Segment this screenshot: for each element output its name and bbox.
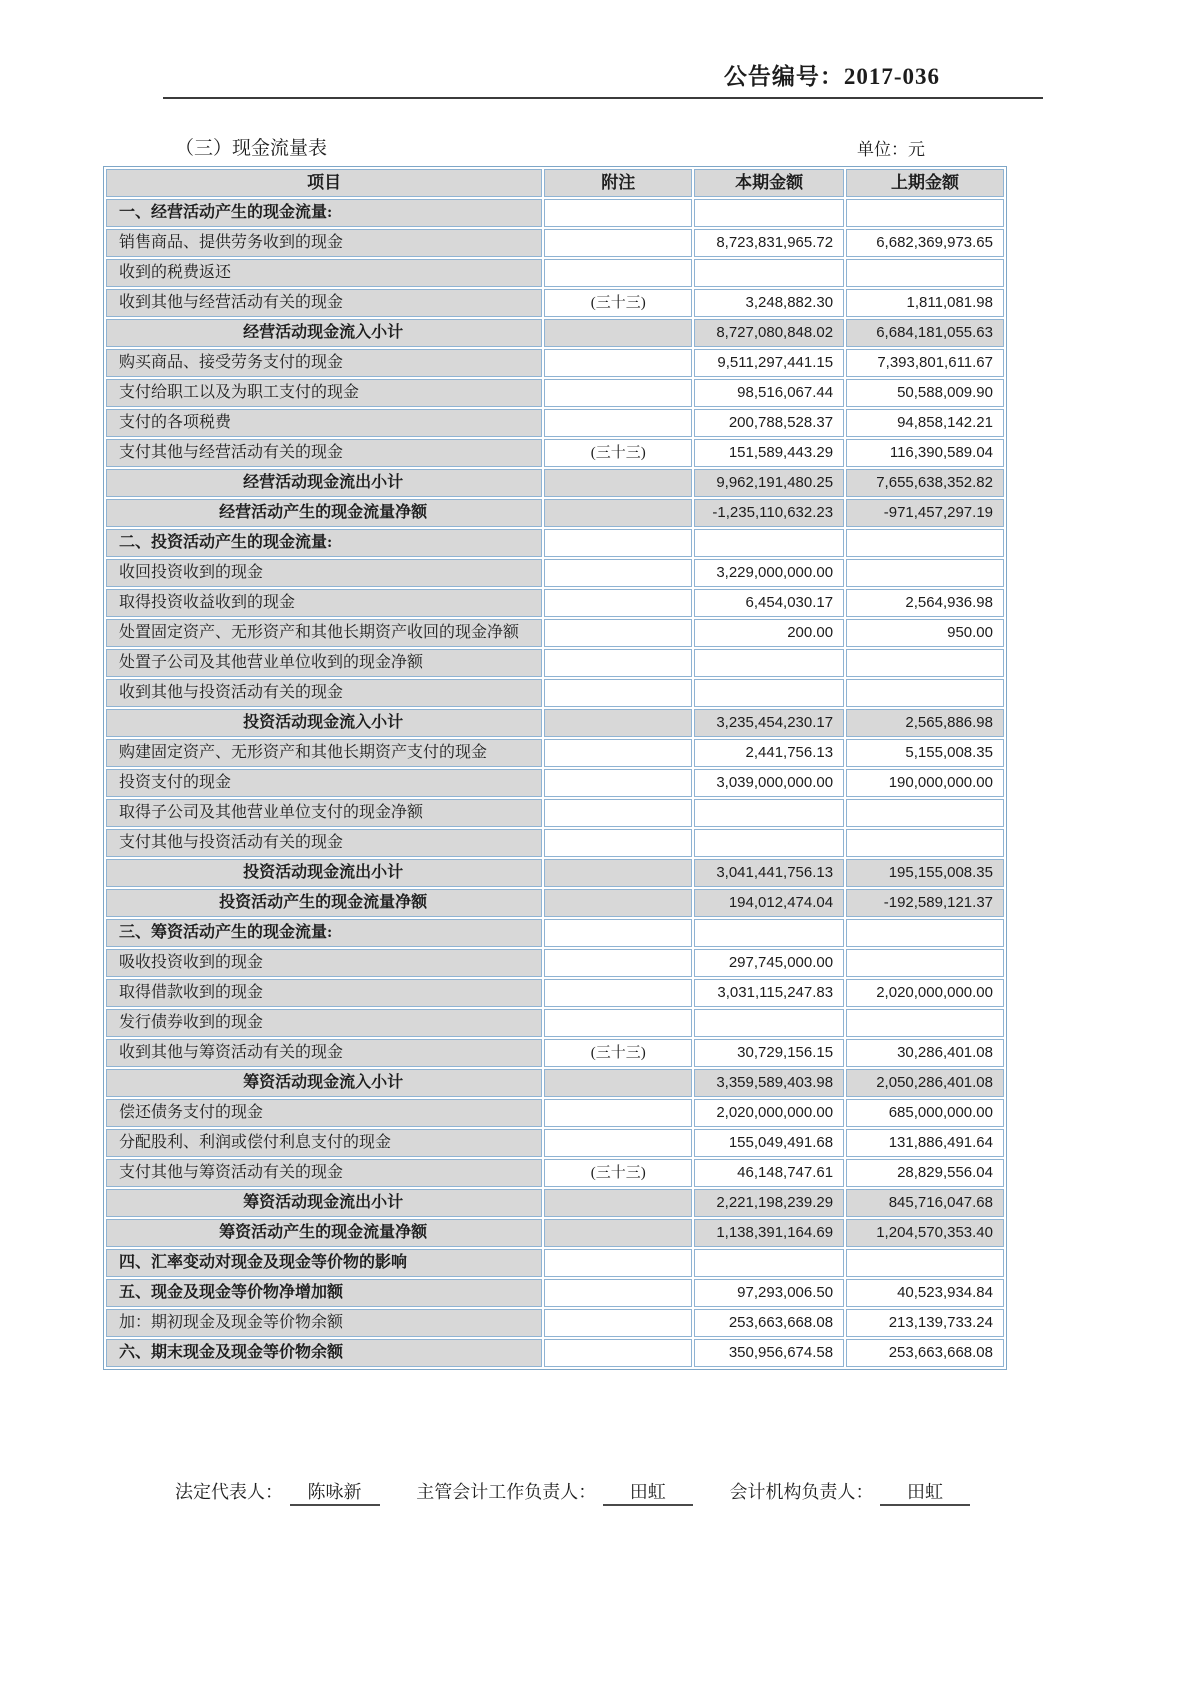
cell-prior-amount: -192,589,121.37: [846, 889, 1004, 917]
legal-representative-label: 法定代表人：: [175, 1482, 283, 1502]
cell-prior-amount: 2,564,936.98: [846, 589, 1004, 617]
cell-current-amount: 30,729,156.15: [694, 1039, 844, 1067]
header-rule: [163, 97, 1043, 99]
cell-current-amount: 98,516,067.44: [694, 379, 844, 407]
cell-note-ref: [544, 829, 692, 857]
cell-prior-amount: -971,457,297.19: [846, 499, 1004, 527]
table-row: [106, 1159, 1004, 1187]
table-row: [106, 799, 1004, 827]
cell-current-amount: 200.00: [694, 619, 844, 647]
cell-item-label: 处置子公司及其他营业单位收到的现金净额: [106, 649, 542, 677]
cell-prior-amount: 28,829,556.04: [846, 1159, 1004, 1187]
table-header: [106, 169, 1004, 197]
cell-current-amount: [694, 529, 844, 557]
cell-prior-amount: 7,393,801,611.67: [846, 349, 1004, 377]
cell-current-amount: 3,039,000,000.00: [694, 769, 844, 797]
cell-prior-amount: [846, 529, 1004, 557]
table-row: [106, 1009, 1004, 1037]
cell-current-amount: 194,012,474.04: [694, 889, 844, 917]
cell-item-label: 支付的各项税费: [106, 409, 542, 437]
cell-item-label: 收回投资收到的现金: [106, 559, 542, 587]
cell-current-amount: 3,041,441,756.13: [694, 859, 844, 887]
cell-note-ref: [544, 1219, 692, 1247]
table-row: [106, 1219, 1004, 1247]
cell-current-amount: [694, 799, 844, 827]
cell-item-label: 经营活动产生的现金流量净额: [106, 499, 542, 527]
column-header-prior-amount: 上期金额: [846, 169, 1004, 197]
cell-item-label: 四、汇率变动对现金及现金等价物的影响: [106, 1249, 542, 1277]
cell-item-label: 收到的税费返还: [106, 259, 542, 287]
table-row: [106, 1039, 1004, 1067]
table-row: [106, 679, 1004, 707]
table-row: [106, 379, 1004, 407]
table-row: [106, 919, 1004, 947]
cell-note-ref: [544, 949, 692, 977]
cell-prior-amount: 195,155,008.35: [846, 859, 1004, 887]
cell-item-label: 投资活动现金流出小计: [106, 859, 542, 887]
cell-item-label: 偿还债务支付的现金: [106, 1099, 542, 1127]
table-row: [106, 1069, 1004, 1097]
cell-prior-amount: 950.00: [846, 619, 1004, 647]
cell-item-label: 投资支付的现金: [106, 769, 542, 797]
chief-accountant: [416, 1478, 693, 1506]
cell-item-label: 五、现金及现金等价物净增加额: [106, 1279, 542, 1307]
cell-prior-amount: [846, 649, 1004, 677]
table-row: [106, 289, 1004, 317]
cell-prior-amount: 845,716,047.68: [846, 1189, 1004, 1217]
cell-prior-amount: 2,050,286,401.08: [846, 1069, 1004, 1097]
table-row: [106, 259, 1004, 287]
cell-prior-amount: 2,565,886.98: [846, 709, 1004, 737]
cell-prior-amount: 5,155,008.35: [846, 739, 1004, 767]
cell-prior-amount: [846, 799, 1004, 827]
cell-note-ref: [544, 229, 692, 257]
cell-item-label: 发行债券收到的现金: [106, 1009, 542, 1037]
cell-current-amount: 8,727,080,848.02: [694, 319, 844, 347]
cell-note-ref: [544, 529, 692, 557]
table-row: [106, 979, 1004, 1007]
cell-note-ref: [544, 769, 692, 797]
table-row: [106, 199, 1004, 227]
table-row: [106, 949, 1004, 977]
cell-prior-amount: [846, 1009, 1004, 1037]
cell-item-label: 吸收投资收到的现金: [106, 949, 542, 977]
cell-current-amount: [694, 919, 844, 947]
cell-note-ref: [544, 1309, 692, 1337]
cell-current-amount: 97,293,006.50: [694, 1279, 844, 1307]
cell-current-amount: 297,745,000.00: [694, 949, 844, 977]
legal-representative: [175, 1478, 380, 1506]
table-row: [106, 769, 1004, 797]
cell-note-ref: [544, 1069, 692, 1097]
table-row: [106, 709, 1004, 737]
cell-current-amount: 2,441,756.13: [694, 739, 844, 767]
cell-note-ref: [544, 559, 692, 587]
cell-current-amount: 9,511,297,441.15: [694, 349, 844, 377]
cell-item-label: 支付给职工以及为职工支付的现金: [106, 379, 542, 407]
cell-note-ref: [544, 739, 692, 767]
table-row: [106, 1339, 1004, 1367]
cell-prior-amount: 190,000,000.00: [846, 769, 1004, 797]
cell-note-ref: [544, 469, 692, 497]
cell-prior-amount: 213,139,733.24: [846, 1309, 1004, 1337]
table-header-row: [106, 169, 1004, 197]
cell-note-ref: [544, 1249, 692, 1277]
cell-current-amount: [694, 829, 844, 857]
cell-prior-amount: 685,000,000.00: [846, 1099, 1004, 1127]
cell-item-label: 支付其他与投资活动有关的现金: [106, 829, 542, 857]
cell-item-label: 筹资活动产生的现金流量净额: [106, 1219, 542, 1247]
cell-item-label: 收到其他与筹资活动有关的现金: [106, 1039, 542, 1067]
chief-accountant-label: 主管会计工作负责人：: [416, 1482, 597, 1502]
table-row: [106, 1189, 1004, 1217]
accounting-dept-head: [730, 1478, 971, 1506]
cell-current-amount: [694, 1009, 844, 1037]
cell-item-label: 取得投资收益收到的现金: [106, 589, 542, 617]
cell-prior-amount: [846, 259, 1004, 287]
announcement-number: 公告编号：2017-036: [723, 64, 940, 89]
cell-note-ref: [544, 979, 692, 1007]
cell-current-amount: [694, 199, 844, 227]
cell-current-amount: [694, 649, 844, 677]
cell-current-amount: 3,235,454,230.17: [694, 709, 844, 737]
table-row: [106, 1249, 1004, 1277]
cell-item-label: 六、期末现金及现金等价物余额: [106, 1339, 542, 1367]
cell-current-amount: [694, 1249, 844, 1277]
table-row: [106, 1129, 1004, 1157]
cell-current-amount: 3,229,000,000.00: [694, 559, 844, 587]
cell-current-amount: 2,020,000,000.00: [694, 1099, 844, 1127]
cell-prior-amount: 2,020,000,000.00: [846, 979, 1004, 1007]
table-row: [106, 889, 1004, 917]
table-row: [106, 529, 1004, 557]
cell-item-label: 收到其他与投资活动有关的现金: [106, 679, 542, 707]
cell-note-ref: [544, 349, 692, 377]
cell-note-ref: [544, 1339, 692, 1367]
cell-item-label: 取得子公司及其他营业单位支付的现金净额: [106, 799, 542, 827]
cell-item-label: 投资活动现金流入小计: [106, 709, 542, 737]
cell-item-label: 加：期初现金及现金等价物余额: [106, 1309, 542, 1337]
cell-prior-amount: [846, 949, 1004, 977]
cell-prior-amount: [846, 919, 1004, 947]
table-row: [106, 439, 1004, 467]
unit-label: 单位：元: [857, 140, 925, 159]
cell-current-amount: 155,049,491.68: [694, 1129, 844, 1157]
cell-item-label: 取得借款收到的现金: [106, 979, 542, 1007]
cell-note-ref: [544, 1189, 692, 1217]
cash-flow-table-body: [106, 199, 1004, 1367]
cell-note-ref: [544, 199, 692, 227]
cell-prior-amount: 6,682,369,973.65: [846, 229, 1004, 257]
title-row: [175, 133, 925, 160]
cell-note-ref: (三十三): [544, 1039, 692, 1067]
cell-note-ref: [544, 889, 692, 917]
cell-current-amount: 46,148,747.61: [694, 1159, 844, 1187]
column-header-note: 附注: [544, 169, 692, 197]
cell-current-amount: -1,235,110,632.23: [694, 499, 844, 527]
table-row: [106, 229, 1004, 257]
cell-note-ref: [544, 859, 692, 887]
cell-item-label: 筹资活动现金流出小计: [106, 1189, 542, 1217]
cell-note-ref: [544, 1279, 692, 1307]
cell-current-amount: 350,956,674.58: [694, 1339, 844, 1367]
cell-note-ref: [544, 409, 692, 437]
cell-current-amount: 253,663,668.08: [694, 1309, 844, 1337]
cell-current-amount: [694, 679, 844, 707]
cell-current-amount: 2,221,198,239.29: [694, 1189, 844, 1217]
cell-prior-amount: [846, 559, 1004, 587]
cell-note-ref: [544, 919, 692, 947]
cell-prior-amount: [846, 829, 1004, 857]
cell-prior-amount: [846, 679, 1004, 707]
cell-prior-amount: 6,684,181,055.63: [846, 319, 1004, 347]
legal-representative-name: 陈咏新: [290, 1478, 380, 1506]
cell-note-ref: [544, 679, 692, 707]
table-row: [106, 409, 1004, 437]
cell-item-label: 三、筹资活动产生的现金流量:: [106, 919, 542, 947]
cell-note-ref: [544, 649, 692, 677]
cell-current-amount: 3,248,882.30: [694, 289, 844, 317]
cell-note-ref: (三十三): [544, 289, 692, 317]
table-row: [106, 829, 1004, 857]
cell-item-label: 购买商品、接受劳务支付的现金: [106, 349, 542, 377]
cell-current-amount: 1,138,391,164.69: [694, 1219, 844, 1247]
cell-item-label: 购建固定资产、无形资产和其他长期资产支付的现金: [106, 739, 542, 767]
table-row: [106, 349, 1004, 377]
statement-title: （三）现金流量表: [175, 138, 328, 159]
cell-note-ref: [544, 589, 692, 617]
cell-prior-amount: [846, 1249, 1004, 1277]
cell-prior-amount: 30,286,401.08: [846, 1039, 1004, 1067]
cell-prior-amount: 94,858,142.21: [846, 409, 1004, 437]
table-row: [106, 589, 1004, 617]
cell-note-ref: [544, 379, 692, 407]
cell-note-ref: (三十三): [544, 1159, 692, 1187]
cell-prior-amount: 253,663,668.08: [846, 1339, 1004, 1367]
table-row: [106, 1279, 1004, 1307]
cell-prior-amount: 40,523,934.84: [846, 1279, 1004, 1307]
cell-prior-amount: 7,655,638,352.82: [846, 469, 1004, 497]
table-row: [106, 469, 1004, 497]
cell-current-amount: 200,788,528.37: [694, 409, 844, 437]
table-row: [106, 1099, 1004, 1127]
cell-item-label: 经营活动现金流出小计: [106, 469, 542, 497]
cell-item-label: 支付其他与经营活动有关的现金: [106, 439, 542, 467]
cell-item-label: 销售商品、提供劳务收到的现金: [106, 229, 542, 257]
cell-item-label: 收到其他与经营活动有关的现金: [106, 289, 542, 317]
chief-accountant-name: 田虹: [603, 1478, 693, 1506]
table-row: [106, 319, 1004, 347]
cell-current-amount: 3,359,589,403.98: [694, 1069, 844, 1097]
column-header-item: 项目: [106, 169, 542, 197]
cell-note-ref: [544, 1009, 692, 1037]
cash-flow-table: [103, 166, 1007, 1370]
cell-current-amount: 8,723,831,965.72: [694, 229, 844, 257]
cell-note-ref: [544, 1129, 692, 1157]
cell-item-label: 支付其他与筹资活动有关的现金: [106, 1159, 542, 1187]
cell-item-label: 筹资活动现金流入小计: [106, 1069, 542, 1097]
cell-current-amount: 151,589,443.29: [694, 439, 844, 467]
cell-note-ref: [544, 619, 692, 647]
table-row: [106, 739, 1004, 767]
accounting-dept-head-name: 田虹: [880, 1478, 970, 1506]
cell-item-label: 经营活动现金流入小计: [106, 319, 542, 347]
cell-current-amount: [694, 259, 844, 287]
cell-item-label: 投资活动产生的现金流量净额: [106, 889, 542, 917]
cell-note-ref: [544, 709, 692, 737]
table-row: [106, 649, 1004, 677]
table-row: [106, 859, 1004, 887]
cell-note-ref: [544, 799, 692, 827]
cell-prior-amount: 116,390,589.04: [846, 439, 1004, 467]
cell-note-ref: [544, 259, 692, 287]
accounting-dept-head-label: 会计机构负责人：: [729, 1482, 874, 1502]
cell-item-label: 处置固定资产、无形资产和其他长期资产收回的现金净额: [106, 619, 542, 647]
cell-note-ref: [544, 319, 692, 347]
signature-line: [175, 1478, 970, 1506]
table-row: [106, 619, 1004, 647]
cell-item-label: 二、投资活动产生的现金流量:: [106, 529, 542, 557]
cell-current-amount: 3,031,115,247.83: [694, 979, 844, 1007]
cell-prior-amount: 50,588,009.90: [846, 379, 1004, 407]
cell-prior-amount: 1,811,081.98: [846, 289, 1004, 317]
table-row: [106, 499, 1004, 527]
cell-prior-amount: 131,886,491.64: [846, 1129, 1004, 1157]
cell-prior-amount: [846, 199, 1004, 227]
cell-note-ref: [544, 1099, 692, 1127]
cell-item-label: 一、经营活动产生的现金流量:: [106, 199, 542, 227]
cell-current-amount: 9,962,191,480.25: [694, 469, 844, 497]
cell-prior-amount: 1,204,570,353.40: [846, 1219, 1004, 1247]
column-header-current-amount: 本期金额: [694, 169, 844, 197]
cell-note-ref: [544, 499, 692, 527]
cell-current-amount: 6,454,030.17: [694, 589, 844, 617]
table-row: [106, 559, 1004, 587]
table-row: [106, 1309, 1004, 1337]
cell-item-label: 分配股利、利润或偿付利息支付的现金: [106, 1129, 542, 1157]
cell-note-ref: (三十三): [544, 439, 692, 467]
